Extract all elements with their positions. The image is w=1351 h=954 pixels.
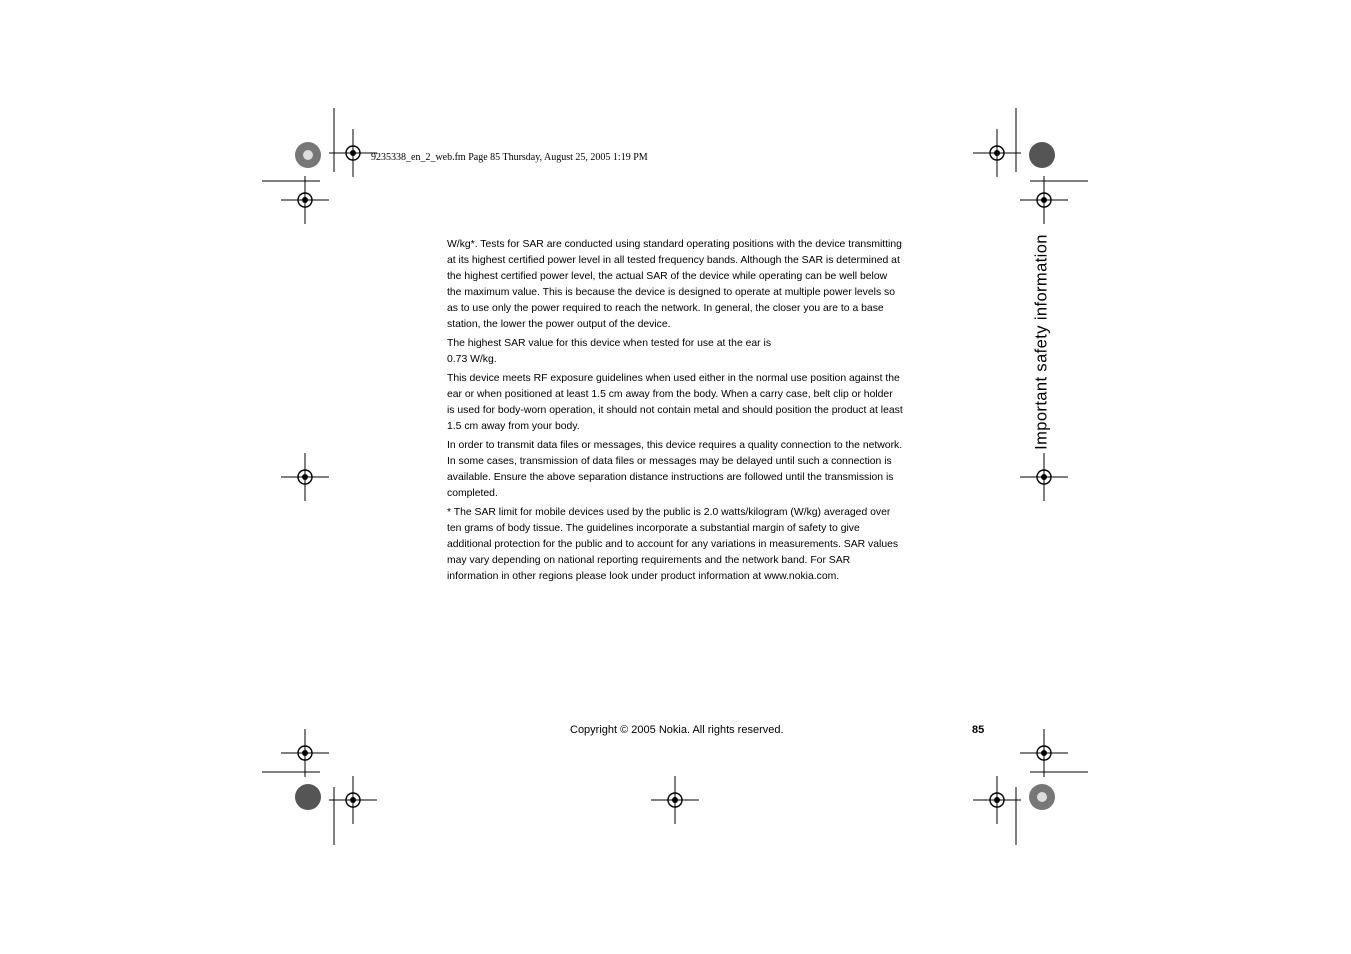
registration-mark <box>329 129 377 177</box>
paragraph: The highest SAR value for this device when tested for use at the ear is <box>447 338 772 349</box>
registration-mark <box>973 129 1021 177</box>
copyright-notice: Copyright © 2005 Nokia. All rights reserved. <box>570 724 784 736</box>
paragraph: W/kg*. Tests for SAR are conducted using standard operating positions with the device transmitting at its highest certified power level in all tested frequency bands. Although the SAR is determined at the highest certified power level, the actual SAR of the device while operating can be well below the maximum value. This is because the device is designed to operate at multiple power levels so as to use only the power required to reach the network. In general, the closer you are to a base station, the lower the power output of the device. <box>447 239 902 330</box>
paragraph: 0.73 W/kg. <box>447 354 497 365</box>
registration-mark <box>281 729 329 777</box>
gray-circle-mark <box>1029 142 1055 168</box>
body-text <box>447 237 903 588</box>
section-title-vertical: Important safety information <box>1032 234 1051 450</box>
registration-mark <box>281 176 329 224</box>
page-number: 85 <box>972 724 985 736</box>
registration-mark <box>1020 729 1068 777</box>
star-target-mark <box>295 142 321 168</box>
registration-mark <box>281 453 329 501</box>
registration-mark <box>651 776 699 824</box>
gray-circle-mark <box>295 784 321 810</box>
paragraph: In order to transmit data files or messages, this device requires a quality connection to the network. In some cases, transmission of data files or messages may be delayed until such a connection is available. Ensure the above separation distance instructions are followed until the transmission is completed. <box>447 440 903 499</box>
registration-mark <box>329 776 377 824</box>
registration-mark <box>1020 453 1068 501</box>
registration-mark <box>973 776 1021 824</box>
footnote: * The SAR limit for mobile devices used by the public is 2.0 watts/kilogram (W/kg) averaged over ten grams of body tissue. The guidelines incorporate a substantial margin of safety to give additional protection for the public and to account for any variations in measurements. SAR values may vary depending on national reporting requirements and the network band. For SAR information in other regions please look under product information at www.nokia.com. <box>447 507 899 582</box>
registration-mark <box>1020 176 1068 224</box>
star-target-mark <box>1029 784 1055 810</box>
paragraph: This device meets RF exposure guidelines when used either in the normal use position against the ear or when positioned at least 1.5 cm away from the body. When a carry case, belt clip or holder is used for body-worn operation, it should not contain metal and should position the product at least 1.5 cm away from your body. <box>447 373 903 432</box>
file-info-header: 9235338_en_2_web.fm Page 85 Thursday, August 25, 2005 1:19 PM <box>371 152 648 163</box>
